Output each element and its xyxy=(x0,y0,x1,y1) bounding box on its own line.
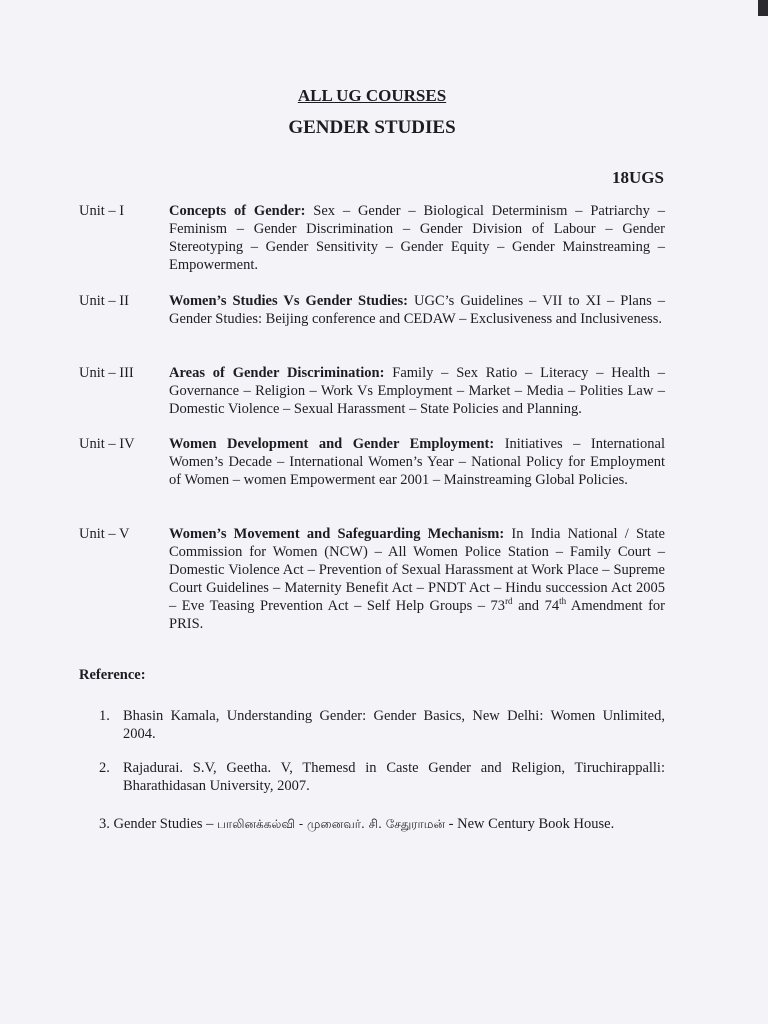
reference-text: Gender Studies – xyxy=(113,816,214,832)
reference-heading: Reference: xyxy=(79,667,146,683)
course-code: 18UGS xyxy=(612,168,664,187)
unit-label: Unit – V xyxy=(79,526,130,542)
unit-text: UGC’s Guidelines – VII to XI – Plans – Gender Studies: Beijing conference and CEDAW – Exclusiveness and Inclusiveness. xyxy=(169,293,665,327)
unit-body xyxy=(169,435,665,489)
reference-tamil-text: பாலினக்கல்வி - முனைவர். சி. சேதுராமன் xyxy=(217,817,446,831)
reference-number: 1. xyxy=(99,708,110,724)
reference-item xyxy=(99,815,614,833)
course-title: GENDER STUDIES xyxy=(288,117,456,138)
reference-text: Bhasin Kamala, Understanding Gender: Gender Basics, New Delhi: Women Unlimited, 2004. xyxy=(123,708,665,742)
scan-edge-mark xyxy=(758,0,768,16)
ordinal-suffix: th xyxy=(559,596,567,607)
unit-text: Initiatives – International Women’s Decade – International Women’s Year – National Policy for Employment of Women – women Empowerment ear 2001 – Mainstreaming Global Policies. xyxy=(169,436,665,488)
reference-number: 3. xyxy=(99,816,110,832)
unit-label: Unit – III xyxy=(79,365,134,381)
unit-heading: Areas of Gender Discrimination: xyxy=(169,365,385,381)
unit-text: Amendment for PRIS. xyxy=(169,598,665,632)
unit-label: Unit – I xyxy=(79,203,125,219)
unit-heading: Women’s Movement and Safeguarding Mechanism: xyxy=(169,526,505,542)
unit-label: Unit – IV xyxy=(79,436,135,452)
unit-label: Unit – II xyxy=(79,293,129,309)
reference-publisher: - New Century Book House. xyxy=(448,816,615,832)
reference-item xyxy=(99,759,665,795)
unit-body xyxy=(169,292,665,328)
unit-text: Sex – Gender – Biological Determinism – Patriarchy – Feminism – Gender Discrimination – Gender Division of Labour – Gender Stereotyping – Gender Sensitivity – Gender Equity – Gender Mainstreaming – Empowerment. xyxy=(169,203,665,273)
unit-heading: Women’s Studies Vs Gender Studies: xyxy=(169,293,408,309)
unit-text: Family – Sex Ratio – Literacy – Health – Governance – Religion – Work Vs Employment – Market – Media – Polities Law – Domestic Violence – Sexual Harassment – State Policies and Planning. xyxy=(169,365,666,417)
unit-body xyxy=(169,525,665,633)
reference-item xyxy=(99,707,665,743)
reference-text: Rajadurai. S.V, Geetha. V, Themesd in Caste Gender and Religion, Tiruchirappalli: Bharathidasan University, 2007. xyxy=(123,760,665,794)
unit-body xyxy=(169,364,665,418)
unit-body xyxy=(169,202,665,274)
ordinal-suffix: rd xyxy=(505,596,513,607)
unit-heading: Concepts of Gender: xyxy=(169,203,306,219)
document-title: ALL UG COURSES xyxy=(297,86,447,105)
unit-text: In India National / State Commission for Women (NCW) – All Women Police Station – Family Court – Domestic Violence Act – Prevention of Sexual Harassment at Work Place – Supreme Court Guidelines – Maternity Benefit Act – PNDT Act – Hindu succession Act 2005 – Eve Teasing Prevention Act – Self Help Groups – 73 xyxy=(169,526,665,614)
reference-number: 2. xyxy=(99,760,110,776)
unit-heading: Women Development and Gender Employment: xyxy=(169,436,495,452)
unit-text: and 74 xyxy=(518,598,560,614)
